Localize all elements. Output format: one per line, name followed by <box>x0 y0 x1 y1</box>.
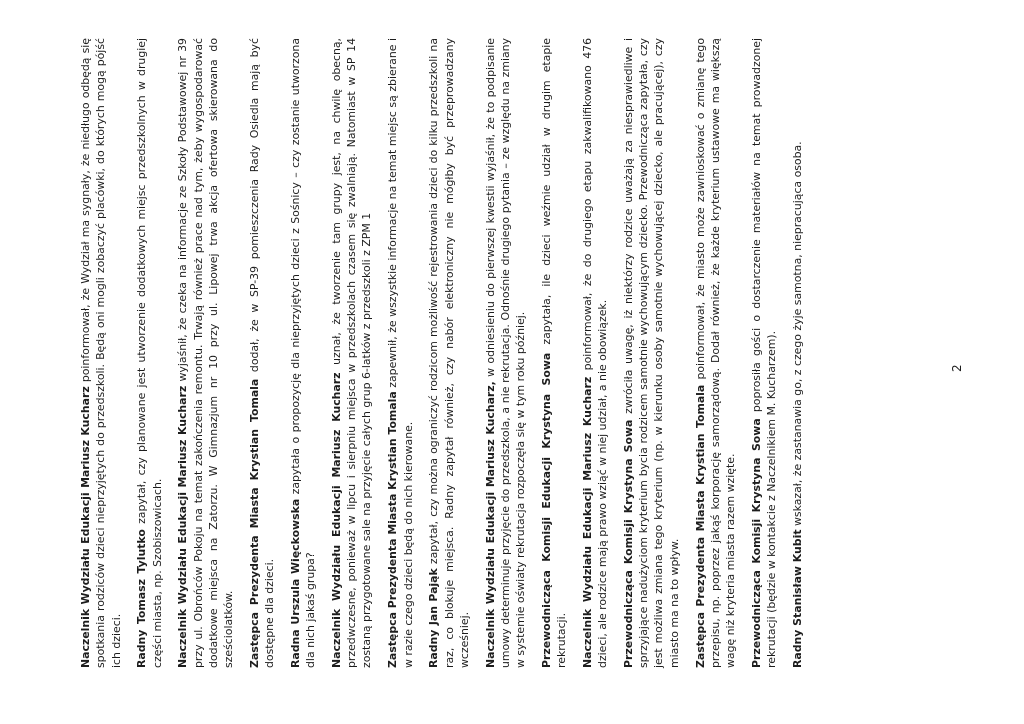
paragraph <box>329 38 375 668</box>
paragraph-text: poinformował, że Wydział ma sygnały, że niedługo odbędą się spotkania rodziców dzieci nieprzyjętych do przedszkoli. Będą oni mogli zobaczyć placówki, do których mogą pójść ich dzieci. <box>79 37 123 668</box>
speaker-name: Przewodnicząca Komisji Krystyna Sowa <box>749 418 763 668</box>
paragraph-text: poinformował, że miasto może zawnioskować o zmianę tego przepisu, np. poprzez jakąś korporację samorządową. Dodał również, że każde kryterium ustawowe ma większą wagę niż kryteria miasta razem wzięte. <box>693 37 738 668</box>
speaker-name: Radny Tomasz Tylutko <box>135 529 149 668</box>
paragraph <box>247 38 278 668</box>
paragraph <box>539 38 570 668</box>
speaker-name: Zastępca Prezydenta Miasta Krystian Tomala <box>693 384 707 668</box>
paragraph <box>749 38 780 668</box>
paragraph-text: zapytał, czy planowane jest utworzenie dodatkowych miejsc przedszkolnych w drugiej części miasta, np. Szobiszowicach. <box>135 38 164 668</box>
speaker-name: Zastępca Prezydenta Miasta Krystian Tomala <box>247 378 261 668</box>
speaker-name: Przewodnicząca Komisji Krystyna Sowa <box>621 419 635 668</box>
paragraph-text: zapytał, czy można ograniczyć rodzicom możliwość rejestrowania dzieci do kilku przedszkoli na raz, co blokuje miejsca. Radny zapytał również, czy nabór elektroniczny nie mógłby być przeprowadzany wcześniej. <box>427 37 471 668</box>
paragraph-text: w odniesieniu do pierwszej kwestii wyjaśnił, że to podpisanie umowy determinuje przyjęcie do przedszkola, a nie rekrutacja. Odnośnie drugiego pytania – ze względu na zmiany w systemie oświaty rekrutacja rozpoczęła się w tym roku później. <box>483 38 528 668</box>
paragraph <box>483 38 529 668</box>
speaker-name: Radna Urszula Więckowska <box>288 498 302 668</box>
speaker-name: Naczelnik Wydziału Edukacji Mariusz Kucharz <box>176 385 190 668</box>
minutes-text <box>78 38 816 668</box>
speaker-name: Radny Jan Pająk <box>427 568 441 668</box>
paragraph-text: dodał, że w SP-39 pomieszczenia Rady Osiedla mają być dostępne dla dzieci. <box>247 38 277 668</box>
paragraph <box>426 38 472 668</box>
speaker-name: Przewodnicząca Komisji Edukacji Krystyna Sowa <box>539 352 553 668</box>
paragraph-text: zapytała o propozycję dla nieprzyjętych dzieci z Sośnicy – czy zostanie utworzona dla nich jakaś grupa? <box>288 38 318 668</box>
paragraph <box>134 38 165 668</box>
paragraph-text: uznał, że tworzenie tam grupy jest, na chwilę obecną, przedwczesne, ponieważ w lipcu i sierpniu miejsca w przedszkolach czasem się zwalniają. Natomiast w SP 14 zostaną przygotowane sale na przyjęcie całych grup 6-latków z przedszkoli z ZPM 1 <box>329 38 374 668</box>
paragraph-text: zwróciła uwagę, iż niektórzy rodzice uważają za niesprawiedliwe i sprzyjające nadużyciom kryterium bycia rodzicem samotnie wychowującym dziecko. Przewodnicząca zapytała, czy jest możliwa zmiana tego kryterium (np. w kierunku osoby samotnie wychowującej dziecko, ale pracującej), czy miasto ma na to wpływ. <box>621 38 681 668</box>
paragraph-text: poprosiła gości o dostarczenie materiałów na temat prowadzonej rekrutacji (będzie w kontakcie z Naczelnikiem M. Kucharzem). <box>749 38 779 668</box>
paragraph <box>790 38 805 668</box>
paragraph-text: wyjaśnił, że czeka na informacje ze Szkoły Podstawowej nr 39 przy ul. Obrońców Pokoju na temat zakończenia remontu. Trwają również prace nad tym, żeby wygospodarować dodatkowe miejsca na Zatorzu. W Gimnazjum nr 10 przy ul. Lipowej trwa akcja ofertowa skierowana do sześciolatków. <box>176 38 236 668</box>
speaker-name: Radny Stanisław Kubit <box>790 529 804 668</box>
paragraph <box>580 38 611 668</box>
paragraph <box>385 38 416 668</box>
paragraph <box>78 38 124 668</box>
paragraph-text: zapytała, ile dzieci weźmie udział w drugim etapie rekrutacji. <box>539 38 569 668</box>
speaker-name: Naczelnik Wydziału Edukacji Mariusz Kucharz <box>79 386 92 668</box>
paragraph <box>621 38 682 668</box>
paragraph-text: wskazał, że zastanawia go, z czego żyje samotna, niepracująca osoba. <box>790 141 804 530</box>
speaker-name: Zastępca Prezydenta Miasta Krystian Tomala <box>386 391 400 668</box>
paragraph-text: poinformował, że do drugiego etapu zakwalifikowano 476 dzieci, ale rodzice mają prawo wziąć w niej udział, a nie obowiązek. <box>580 37 610 668</box>
paragraph <box>693 38 739 668</box>
paragraph-text: zapewnił, że wszystkie informacje na temat miejsc są zbierane i w razie czego dzieci będą do nich kierowane. <box>386 38 415 668</box>
speaker-name: Naczelnik Wydziału Edukacji Mariusz Kucharz <box>580 376 594 668</box>
speaker-name: Naczelnik Wydziału Edukacji Mariusz Kucharz <box>329 372 343 668</box>
page-number: 2 <box>950 364 964 372</box>
speaker-name: Naczelnik Wydziału Edukacji Mariusz Kucharz, <box>483 381 497 668</box>
paragraph <box>288 38 319 668</box>
paragraph <box>175 38 236 668</box>
